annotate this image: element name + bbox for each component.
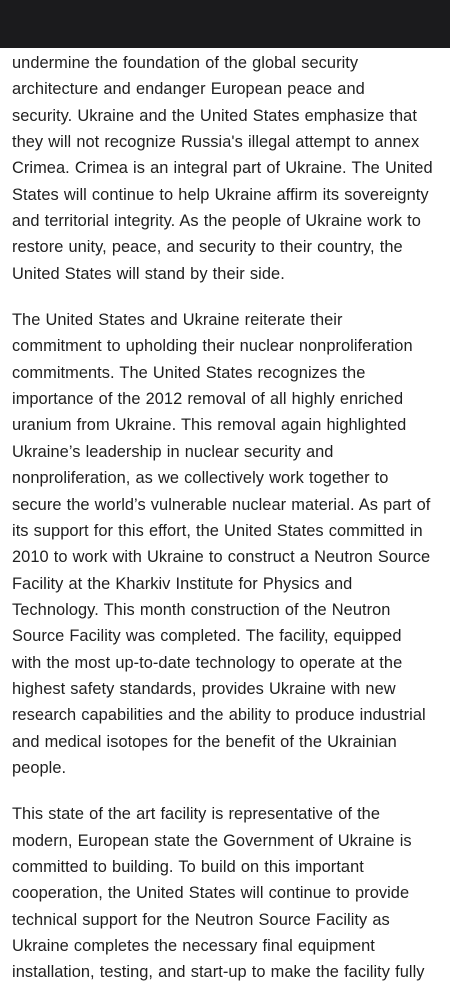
text-line: Crimea. Crimea is an integral part of Ukraine. The United [12, 159, 433, 178]
text-line: secure the world’s vulnerable nuclear material. As part of [12, 495, 431, 514]
text-line: restore unity, peace, and security to their country, the [12, 238, 403, 257]
text-line: installation, testing, and start-up to make the facility fully [12, 963, 425, 982]
text-line: Source Facility was completed. The facility, equipped [12, 627, 402, 646]
text-line: architecture and endanger European peace and [12, 80, 365, 99]
text-line: United States will stand by their side. [12, 264, 285, 283]
text-line: commitment to upholding their nuclear nonproliferation [12, 337, 413, 356]
text-line: cooperation, the United States will continue to provide [12, 884, 410, 903]
text-line: and medical isotopes for the benefit of the Ukrainian [12, 732, 397, 751]
text-line: Ukraine’s leadership in nuclear security and [12, 442, 334, 461]
text-line: modern, European state the Government of Ukraine is [12, 831, 412, 850]
text-line: and territorial integrity. As the people of Ukraine work to [12, 212, 421, 231]
paragraph-3 [12, 801, 438, 985]
text-line: commitments. The United States recognizes the [12, 363, 366, 382]
paragraph-2 [12, 307, 438, 781]
text-line: its support for this effort, the United States committed in [12, 521, 423, 540]
article-body [12, 50, 438, 1000]
text-line: highest safety standards, provides Ukraine with new [12, 679, 396, 698]
text-line: This state of the art facility is representative of the [12, 805, 381, 824]
text-line: The United States and Ukraine reiterate their [12, 311, 343, 330]
text-line: uranium from Ukraine. This removal again highlighted [12, 416, 407, 435]
text-line: importance of the 2012 removal of all highly enriched [12, 390, 404, 409]
text-line: committed to building. To build on this important [12, 857, 364, 876]
text-line: nonproliferation, as we collectively work together to [12, 469, 389, 488]
text-line: technical support for the Neutron Source Facility as [12, 910, 390, 929]
text-line: undermine the foundation of the global security [12, 54, 359, 72]
text-line: Technology. This month construction of the Neutron [12, 600, 391, 619]
top-bar [0, 0, 450, 48]
text-line: research capabilities and the ability to produce industrial [12, 706, 426, 725]
text-line: States will continue to help Ukraine affirm its sovereignty [12, 185, 429, 204]
text-line: with the most up-to-date technology to operate at the [12, 653, 403, 672]
text-line: they will not recognize Russia's illegal attempt to annex [12, 133, 420, 152]
text-line: Facility at the Kharkiv Institute for Physics and [12, 574, 353, 593]
paragraph-1 [12, 50, 438, 287]
text-line: Ukraine completes the necessary final equipment [12, 937, 375, 955]
text-line: 2010 to work with Ukraine to construct a Neutron Source [12, 548, 431, 567]
text-line: people. [12, 758, 67, 777]
text-line: security. Ukraine and the United States emphasize that [12, 106, 417, 125]
